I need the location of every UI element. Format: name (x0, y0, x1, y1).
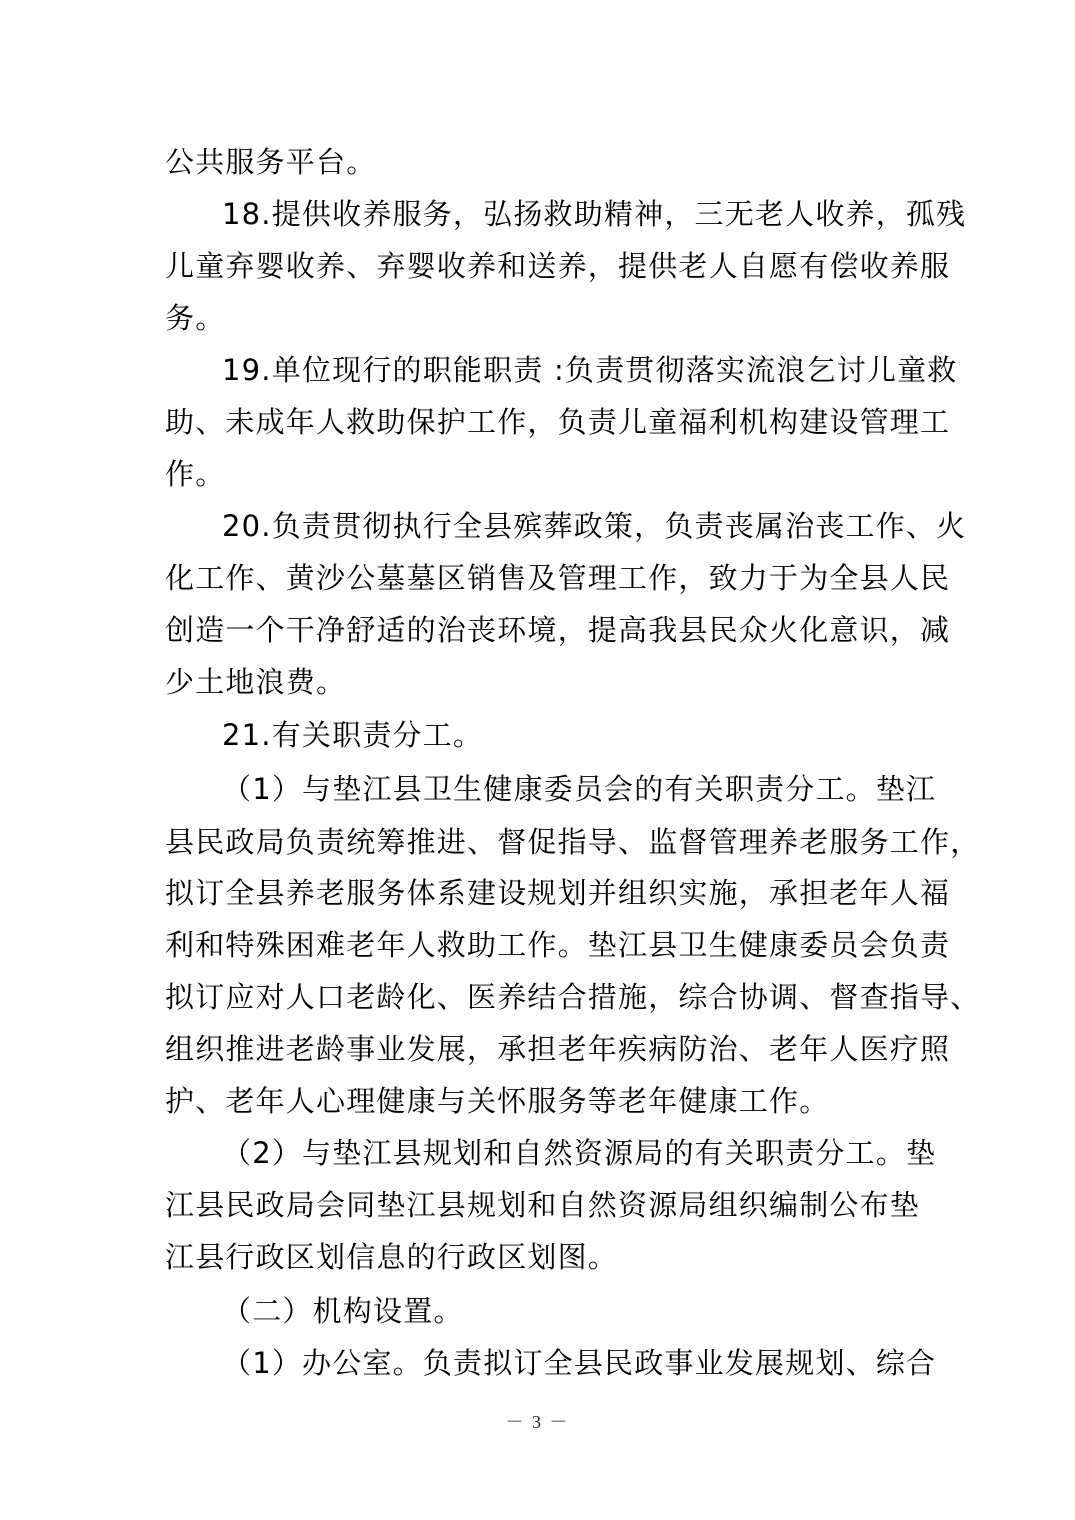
text-line: 18.提供收养服务，弘扬救助精神，三无老人收养，孤残 (222, 197, 967, 231)
text-line: 化工作、黄沙公墓墓区销售及管理工作，致力于为全县人民 (165, 561, 951, 595)
text-line: （1）与垫江县卫生健康委员会的有关职责分工。垫江 (222, 772, 937, 806)
text-line: 拟订应对人口老龄化、医养结合措施，综合协调、督查指导、 (165, 980, 981, 1014)
text-line: 县民政局负责统筹推进、督促指导、监督管理养老服务工作， (165, 825, 981, 859)
text-line: 公共服务平台。 (165, 145, 377, 179)
text-line: （2）与垫江县规划和自然资源局的有关职责分工。垫 (222, 1136, 937, 1170)
text-line: 利和特殊困难老年人救助工作。垫江县卫生健康委员会负责 (165, 928, 951, 962)
text-line: 助、未成年人救助保护工作，负责儿童福利机构建设管理工 (165, 405, 951, 439)
text-line: （1）办公室。负责拟订全县民政事业发展规划、综合 (222, 1346, 937, 1380)
text-line: 作。 (165, 457, 226, 491)
text-line: 少土地浪费。 (165, 665, 347, 699)
text-line: 江县民政局会同垫江县规划和自然资源局组织编制公布垫 (165, 1188, 921, 1222)
text-line: 务。 (165, 301, 226, 335)
text-line: 组织推进老龄事业发展，承担老年疾病防治、老年人医疗照 (165, 1032, 951, 1066)
text-line: 拟订全县养老服务体系建设规划并组织实施，承担老年人福 (165, 876, 951, 910)
text-line: 20.负责贯彻执行全县殡葬政策，负责丧属治丧工作、火 (222, 509, 967, 543)
page-number: － 3 － (505, 1412, 570, 1432)
text-line: 19.单位现行的职能职责 :负责贯彻落实流浪乞讨儿童救 (222, 353, 958, 387)
text-line: 江县行政区划信息的行政区划图。 (165, 1240, 619, 1274)
text-line: 创造一个干净舒适的治丧环境，提高我县民众火化意识，减 (165, 613, 951, 647)
text-line: 护、老年人心理健康与关怀服务等老年健康工作。 (165, 1084, 830, 1118)
text-line: 21.有关职责分工。 (222, 718, 484, 752)
text-line: 儿童弃婴收养、弃婴收养和送养，提供老人自愿有偿收养服 (165, 249, 951, 283)
text-line: （二）机构设置。 (222, 1294, 464, 1328)
